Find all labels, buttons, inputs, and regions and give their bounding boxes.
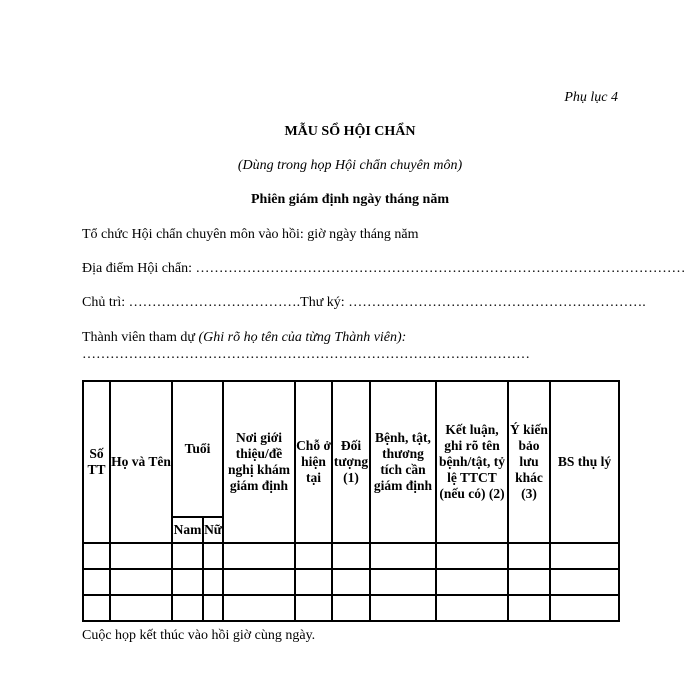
table-cell[interactable] [370, 595, 436, 621]
form-subtitle: (Dùng trong họp Hội chẩn chuyên môn) [237, 158, 463, 173]
members-note: (Ghi rõ họ tên của từng Thành viên): [198, 330, 407, 345]
table-cell[interactable] [332, 595, 370, 621]
header-conclusion: Kết luận, ghi rõ tên bệnh/tật, tỷ lệ TTCT (nếu có) (2) [436, 381, 508, 543]
header-doctor: BS thụ lý [550, 381, 619, 543]
members-dots: …………………………………………………………………………………… [82, 347, 530, 362]
table-cell[interactable] [223, 595, 295, 621]
header-female: Nữ [203, 517, 223, 543]
table-cell[interactable] [370, 569, 436, 595]
table-cell[interactable] [110, 543, 172, 569]
header-stt: Số TT [83, 381, 110, 543]
table-cell[interactable] [295, 569, 332, 595]
table-cell[interactable] [370, 543, 436, 569]
table-cell[interactable] [223, 543, 295, 569]
table-row [83, 543, 619, 569]
table-cell[interactable] [172, 543, 203, 569]
header-residence: Chỗ ở hiện tại [295, 381, 332, 543]
table-cell[interactable] [436, 543, 508, 569]
table-cell[interactable] [508, 595, 550, 621]
closing-line: Cuộc họp kết thúc vào hồi giờ cùng ngày. [82, 628, 316, 643]
table-cell[interactable] [332, 543, 370, 569]
table-cell[interactable] [550, 543, 619, 569]
header-referral: Nơi giới thiệu/đề nghị khám giám định [223, 381, 295, 543]
table-cell[interactable] [332, 569, 370, 595]
consultation-table [82, 380, 620, 622]
table-cell[interactable] [83, 595, 110, 621]
members-label: Thành viên tham dự [82, 330, 199, 345]
header-subject: Đối tượng (1) [332, 381, 370, 543]
table-cell[interactable] [508, 543, 550, 569]
table-cell[interactable] [172, 595, 203, 621]
appendix-label: Phụ lục 4 [564, 90, 618, 105]
table-row [83, 595, 619, 621]
table-cell[interactable] [110, 569, 172, 595]
chair-secretary-line: Chủ trì: ……………………………….Thư ký: ………………………………………………………. [82, 295, 646, 310]
table-row [83, 569, 619, 595]
members-line [82, 329, 530, 363]
location-line: Địa điểm Hội chẩn: …………………………………………………………………………………………… [82, 261, 686, 276]
table-cell[interactable] [223, 569, 295, 595]
table-cell[interactable] [295, 595, 332, 621]
header-age: Tuổi [172, 381, 223, 517]
table-cell[interactable] [436, 595, 508, 621]
table-cell[interactable] [550, 595, 619, 621]
table-cell[interactable] [83, 543, 110, 569]
header-reserved-opinion: Ý kiến bảo lưu khác (3) [508, 381, 550, 543]
table-cell[interactable] [203, 543, 223, 569]
header-male: Nam [172, 517, 203, 543]
table-cell[interactable] [203, 569, 223, 595]
table-cell[interactable] [550, 569, 619, 595]
session-date-line: Phiên giám định ngày tháng năm [251, 192, 449, 207]
header-disease: Bệnh, tật, thương tích cần giám định [370, 381, 436, 543]
table-cell[interactable] [295, 543, 332, 569]
table-cell[interactable] [436, 569, 508, 595]
meeting-time-line: Tổ chức Hội chẩn chuyên môn vào hồi: giờ ngày tháng năm [82, 227, 419, 242]
header-name: Họ và Tên [110, 381, 172, 543]
table-cell[interactable] [110, 595, 172, 621]
form-title: MẪU SỔ HỘI CHẨN [284, 124, 416, 139]
table-cell[interactable] [172, 569, 203, 595]
table-cell[interactable] [508, 569, 550, 595]
table-cell[interactable] [83, 569, 110, 595]
table-cell[interactable] [203, 595, 223, 621]
